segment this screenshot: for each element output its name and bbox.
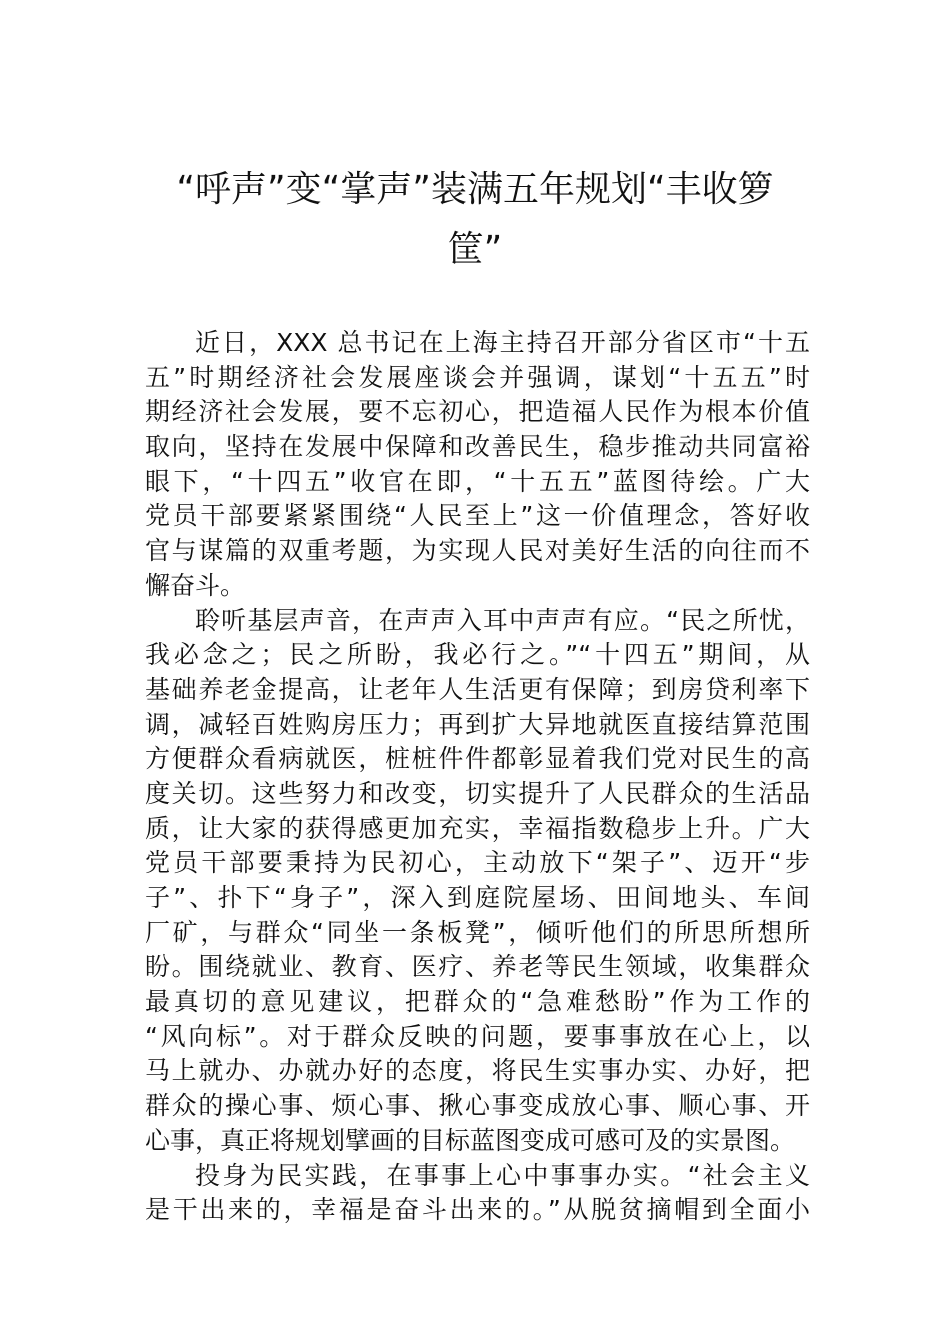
text-line: 懈奋斗。 [145,570,246,600]
text-line: 调，减轻百姓购房压力；再到扩大异地就医直接结算范围 [145,709,810,739]
text-line: 马上就办、办就办好的态度，将民生实事办实、办好，把 [145,1056,810,1086]
page-title [120,160,830,280]
paragraph-1 [145,326,810,604]
text-line: 取向，坚持在发展中保障和改善民生，稳步推动共同富裕 [145,432,810,462]
document-body [145,326,810,1228]
text-line: 是干出来的，幸福是奋斗出来的。”从脱贫摘帽到全面小 [145,1195,810,1225]
text-line: 官与谋篇的双重考题，为实现人民对美好生活的向往而不 [145,536,810,566]
text-line: 方便群众看病就医，桩桩件件都彰显着我们党对民生的高 [145,744,810,774]
text-line: 党员干部要紧紧围绕“人民至上”这一价值理念，答好收 [145,501,810,531]
text-line: 基础养老金提高，让老年人生活更有保障；到房贷利率下 [145,674,810,704]
text-line: 群众的操心事、烦心事、揪心事变成放心事、顺心事、开 [145,1091,810,1121]
text-line: 度关切。这些努力和改变，切实提升了人民群众的生活品 [145,778,810,808]
text-line: 质，让大家的获得感更加充实，幸福指数稳步上升。广大 [145,813,810,843]
text-line: 期经济社会发展，要不忘初心，把造福人民作为根本价值 [145,397,810,427]
text-line: 厂矿，与群众“同坐一条板凳”，倾听他们的所思所想所 [145,917,810,947]
text-line: 最真切的意见建议，把群众的“急难愁盼”作为工作的 [145,987,810,1017]
title-line: “呼声”变“掌声”装满五年规划“丰收箩 [176,169,774,210]
paragraph-2 [145,604,810,1159]
text-line: 眼下，“十四五”收官在即，“十五五”蓝图待绘。广大 [145,466,810,496]
text-line: 党员干部要秉持为民初心，主动放下“架子”、迈开“步 [145,848,810,878]
paragraph-3 [145,1159,810,1228]
text-line: 我必念之；民之所盼，我必行之。”“十四五”期间，从 [145,640,810,670]
text-line: “风向标”。对于群众反映的问题，要事事放在心上，以 [145,1021,810,1051]
text-line: 近日，XXX 总书记在上海主持召开部分省区市“十五 [195,328,810,357]
text-line: 盼。围绕就业、教育、医疗、养老等民生领域，收集群众 [145,952,810,982]
text-line: 聆听基层声音，在声声入耳中声声有应。“民之所忧， [195,605,810,635]
text-line: 心事，真正将规划擘画的目标蓝图变成可感可及的实景图。 [145,1125,796,1155]
title-line: 筐” [447,229,503,270]
text-line: 投身为民实践，在事事上心中事事办实。“社会主义 [195,1160,810,1190]
text-line: 五”时期经济社会发展座谈会并强调，谋划“十五五”时 [145,362,810,392]
text-line: 子”、扑下“身子”，深入到庭院屋场、田间地头、车间 [145,883,810,912]
